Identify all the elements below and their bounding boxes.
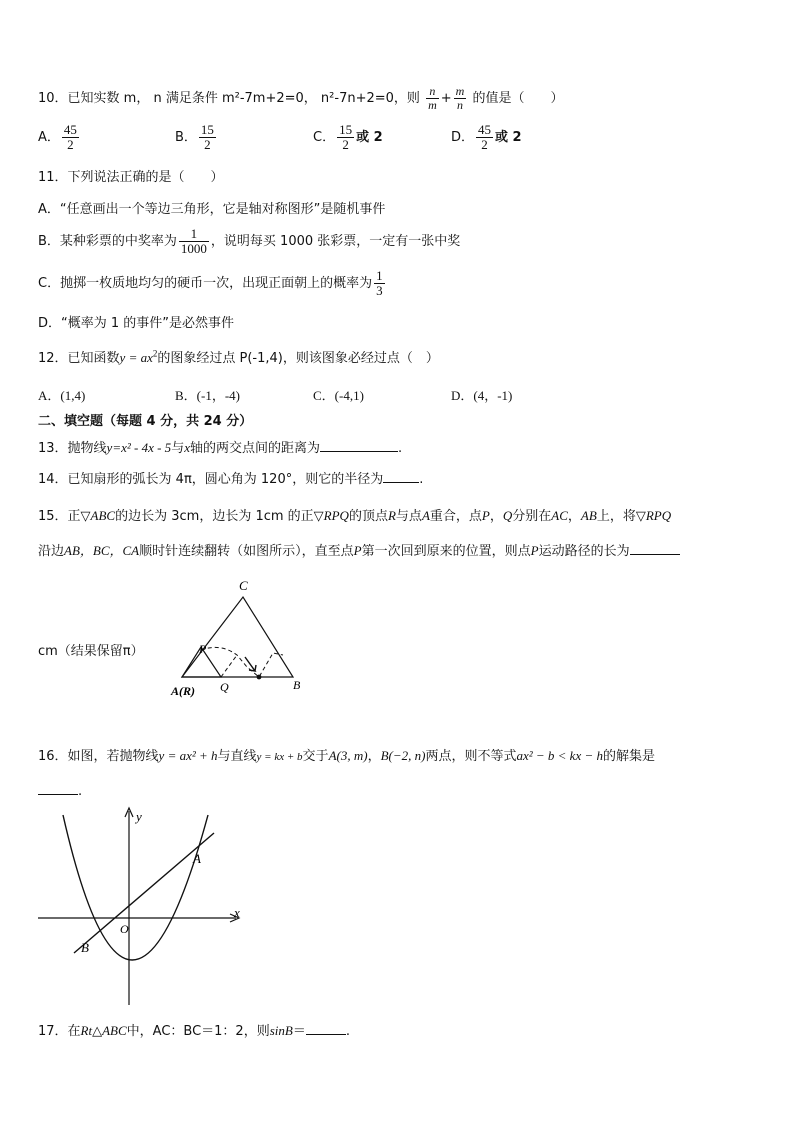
q16-stem: 16．如图，若抛物线y = ax² + h与直线y = kx + b交于A(3, m)，B(−2, n)两点，则不等式ax² − b < kx − h的解集是 — [38, 748, 656, 764]
label-b: B — [293, 678, 301, 692]
label-y: y — [136, 809, 142, 824]
q11-option-d: D．“概率为 1 的事件”是必然事件 — [38, 316, 235, 331]
q10-option-b: B． $\frac{15}{2}$ — [175, 121, 214, 152]
q11-stem: 11．下列说法正确的是（ ） — [38, 170, 224, 185]
q11-option-c: C．抛掷一枚质地均匀的硬币一次，出现正面朝上的概率为 $\frac{1}{3}$ — [38, 267, 383, 298]
q10-option-a: A． $\frac{45}{2}$ — [38, 121, 77, 152]
section-heading: 二、填空题（每题 4 分，共 24 分） — [38, 414, 253, 429]
q12-option-a: A．(1,4) — [38, 388, 86, 403]
q10-stem-b: 的值是（ ） — [472, 91, 564, 106]
q14-answer-blank[interactable] — [383, 470, 419, 483]
label-x: x — [234, 905, 240, 920]
q15-line3: cm（结果保留π） — [38, 644, 144, 659]
label-o: O — [120, 922, 129, 936]
point-marker — [257, 675, 262, 680]
label-b: B — [81, 940, 89, 955]
q16-answer-blank[interactable] — [38, 782, 78, 795]
q12-option-d: D．(4，-1) — [451, 388, 513, 403]
q10-frac-n-over-m: $\frac{n}{m}$ — [428, 83, 437, 112]
q15-line1: 15．正▽ABC的边长为 3cm，边长为 1cm 的正▽RPQ的顶点R与点A重合，点P，Q分别在AC，AB上，将▽RPQ — [38, 508, 672, 524]
parabola — [63, 815, 208, 960]
label-a-r: A(R) — [171, 684, 195, 698]
label-a: A — [193, 851, 201, 866]
q17-answer-blank[interactable] — [306, 1022, 346, 1035]
q13: 13．抛物线y=x² - 4x - 5与x轴的两交点间的距离为 . — [38, 440, 403, 456]
q12-stem: 12．已知函数$y = ax^2$的图象经过点 P(-1,4)，则该图象必经过点（ ） — [38, 348, 439, 366]
q17: 17．在Rt△ABC中，AC：BC＝1：2，则sinB＝ . — [38, 1023, 350, 1039]
q11-option-a: A．“任意画出一个等边三角形，它是轴对称图形”是随机事件 — [38, 202, 386, 217]
q10-frac-m-over-n: $\frac{m}{n}$ — [455, 83, 465, 112]
q11-option-b: B．某种彩票的中奖率为 $\frac{1}{1000}$ ，说明每买 1000 张彩票，一定有一张中奖 — [38, 225, 461, 256]
triangle-abc — [182, 597, 293, 677]
q16-answer-line: . — [38, 782, 82, 799]
q12-option-b: B．(-1，-4) — [175, 388, 240, 403]
rotation-path-dashed — [201, 647, 283, 677]
q12-option-c: C．(-4,1) — [313, 388, 364, 403]
label-q: Q — [220, 680, 229, 694]
q15-answer-blank[interactable] — [630, 542, 680, 555]
q16-figure — [36, 805, 251, 1010]
q10-option-d: D． $\frac{45}{2}$ 或 2 — [451, 121, 522, 152]
rotation-arc-dashed — [221, 655, 237, 677]
label-c: C — [239, 578, 248, 593]
label-p: P — [199, 642, 207, 656]
q10-option-c: C． $\frac{15}{2}$ 或 2 — [313, 121, 383, 152]
rotation-arrow — [245, 657, 256, 671]
q14: 14．已知扇形的弧长为 4π，圆心角为 120°，则它的半径为 . — [38, 472, 424, 487]
q10-stem-a: 10．已知实数 m， n 满足条件 m²-7m+2=0， n²-7n+2=0，则 — [38, 91, 420, 106]
q15-figure — [165, 575, 325, 700]
q10-stem: 10．已知实数 m， n 满足条件 m²-7m+2=0， n²-7n+2=0，则 $\frac{n}{m}$ + $\frac{m}{n}$ 的值是（ ） — [38, 83, 564, 112]
q15-line2: 沿边AB，BC，CA顺时针连续翻转（如图所示），直至点P第一次回到原来的位置，则点P运动路径的长为 — [38, 540, 680, 559]
q13-answer-blank[interactable] — [320, 439, 398, 452]
